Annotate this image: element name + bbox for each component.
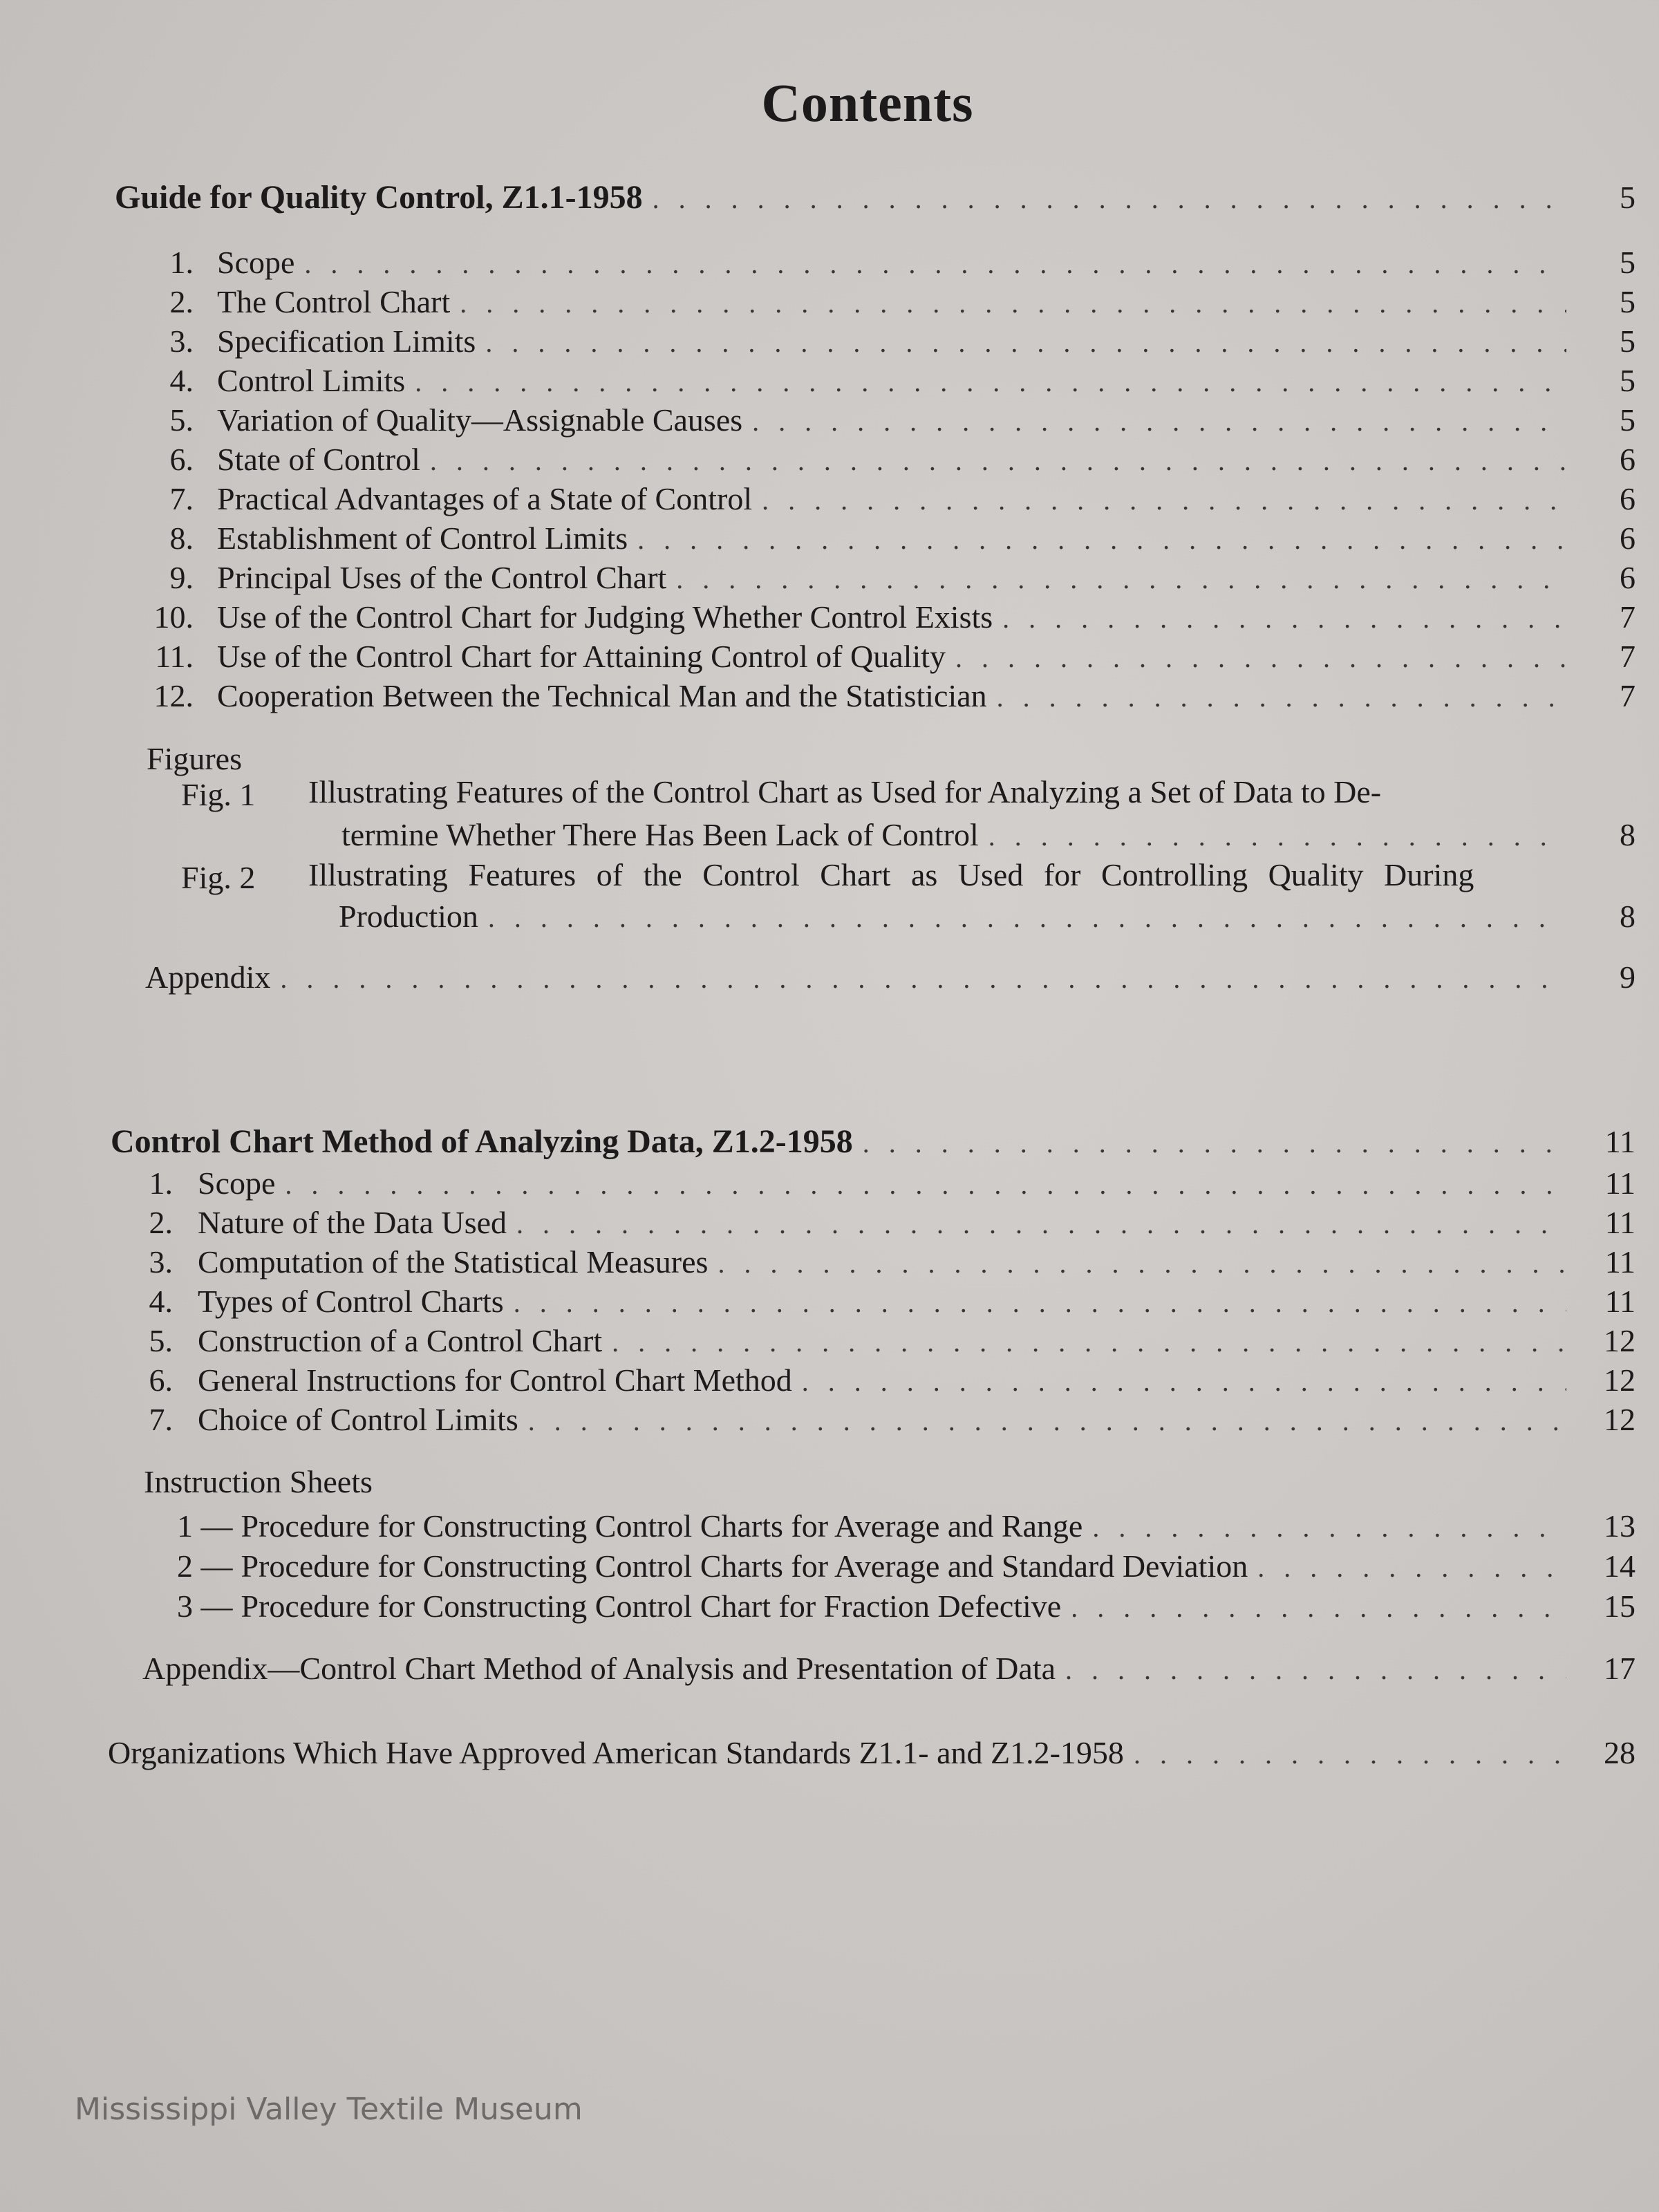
entry-number: 4. [169,363,194,398]
figures-heading: Figures [147,741,242,776]
dot-leader [676,560,1566,599]
dot-leader [304,245,1566,283]
page-number: 17 [1604,1651,1635,1686]
entry-number: 2. [169,284,194,319]
toc-entry [138,637,1635,677]
entry-label: Types of Control Charts [198,1284,504,1319]
part2-heading: Control Chart Method of Analyzing Data, Z1.2-1958 [111,1123,853,1160]
page-number: 11 [1604,1165,1635,1201]
toc-entry [138,598,1635,638]
entry-label: Use of the Control Chart for Judging Whether Control Exists [217,599,993,635]
toc-entry [138,519,1635,559]
toc-entry [142,1649,1635,1689]
part1-heading: Guide for Quality Control, Z1.1-1958 [115,179,643,216]
entry-number: 2. [149,1205,173,1240]
page-number: 6 [1620,560,1635,595]
page-number: 5 [1620,324,1635,359]
page-number: 28 [1604,1735,1635,1770]
entry-label: Principal Uses of the Control Chart [217,560,667,595]
dot-leader [997,678,1566,717]
toc-entry [138,362,1635,402]
dot-leader [485,324,1566,362]
entry-number: 3. [169,324,194,359]
toc-entry [138,283,1635,323]
entry-label: Specification Limits [217,324,476,359]
toc-entry [138,677,1635,717]
page-number: 7 [1620,678,1635,713]
entry-number: 3. [149,1244,173,1280]
dot-leader [653,180,1566,218]
toc-entry [138,1164,1635,1204]
toc-entry [138,243,1635,283]
page-number: 11 [1604,1124,1635,1159]
entry-number: 1. [149,1165,173,1201]
entry-label: Construction of a Control Chart [198,1323,603,1358]
entry-label: Establishment of Control Limits [217,521,628,556]
organizations-label: Organizations Which Have Approved American Standards Z1.1- and Z1.2-1958 [108,1735,1124,1770]
figure-caption-line2: Production [339,899,478,934]
entry-label: General Instructions for Control Chart Method [198,1362,792,1398]
toc-entry [138,480,1635,520]
dot-leader [988,817,1566,856]
dot-leader [1092,1508,1566,1547]
dot-leader [637,521,1566,559]
entry-number: 7. [149,1402,173,1437]
toc-entry [108,1734,1635,1774]
entry-label: The Control Chart [217,284,451,319]
dot-leader [1071,1588,1566,1627]
page-title: Contents [761,73,974,133]
page-number: 8 [1620,817,1635,852]
entry-label: State of Control [217,442,420,477]
page-number: 5 [1620,402,1635,438]
dot-leader [762,481,1566,520]
page-number: 12 [1604,1362,1635,1398]
entry-number: 10. [153,599,194,635]
entry-number: 7. [169,481,194,516]
page-number: 11 [1604,1205,1635,1240]
page-number: 5 [1620,363,1635,398]
page-number: 6 [1620,442,1635,477]
page-number: 7 [1620,599,1635,635]
toc-entry [177,1507,1635,1547]
entry-label: Practical Advantages of a State of Control [217,481,753,516]
figure-number: Fig. 1 [181,777,256,812]
sheet-label: Procedure for Constructing Control Charts for Average and Range [241,1508,1083,1544]
sheet-number: 2 — [177,1548,233,1584]
dot-leader [612,1323,1566,1362]
figure-caption-line2: termine Whether There Has Been Lack of Control [341,817,979,852]
entry-number: 6. [169,442,194,477]
page-number: 5 [1620,245,1635,280]
entry-number: 6. [149,1362,173,1398]
dot-leader [514,1284,1566,1322]
dot-leader [802,1362,1566,1401]
entry-label: Use of the Control Chart for Attaining Control of Quality [217,639,946,674]
toc-entry [138,1400,1635,1441]
figure-caption-line1: Illustrating Features of the Control Chart as Used for Controlling Quality During [308,857,1474,892]
toc-entry [145,958,1635,998]
sheet-label: Procedure for Constructing Control Charts for Average and Standard Deviation [241,1548,1248,1584]
toc-entry [177,1587,1635,1627]
dot-leader [1065,1651,1566,1689]
page-number: 7 [1620,639,1635,674]
appendix-label: Appendix—Control Chart Method of Analysis and Presentation of Data [142,1651,1056,1686]
toc-entry [339,897,1635,937]
entry-label: Variation of Quality—Assignable Causes [217,402,743,438]
toc-entry [138,1322,1635,1362]
page-number: 9 [1620,959,1635,995]
entry-label: Scope [198,1165,276,1201]
toc-entry [341,816,1635,856]
dot-leader [718,1244,1566,1283]
page-number: 12 [1604,1323,1635,1358]
dot-leader [863,1124,1566,1163]
entry-number: 11. [155,639,194,674]
entry-number: 8. [169,521,194,556]
entry-number: 9. [169,560,194,595]
appendix-label: Appendix [145,959,271,995]
toc-entry [138,559,1635,599]
part2-heading-row [111,1123,1635,1163]
dot-leader [285,1165,1566,1204]
entry-number: 5. [149,1323,173,1358]
page-number: 8 [1620,899,1635,934]
dot-leader [460,284,1566,323]
museum-watermark: Mississippi Valley Textile Museum [75,2092,583,2127]
toc-entry [138,1361,1635,1401]
page-number: 5 [1620,180,1635,215]
toc-entry [138,1243,1635,1283]
page-number: 13 [1604,1508,1635,1544]
dot-leader [488,899,1566,937]
entry-number: 12. [153,678,194,713]
toc-entry [138,440,1635,480]
entry-number: 5. [169,402,194,438]
dot-leader [528,1402,1566,1441]
dot-leader [280,959,1566,998]
toc-entry [138,401,1635,441]
page-number: 6 [1620,521,1635,556]
instruction-sheets-heading: Instruction Sheets [144,1464,373,1499]
toc-entry [138,1203,1635,1244]
dot-leader [1134,1735,1566,1774]
dot-leader [415,363,1566,402]
entry-label: Control Limits [217,363,406,398]
dot-leader [1002,599,1566,638]
figure-caption-line1: Illustrating Features of the Control Chart as Used for Analyzing a Set of Data to De- [308,774,1382,809]
entry-label: Computation of the Statistical Measures [198,1244,709,1280]
page-number: 15 [1604,1588,1635,1624]
page-number: 6 [1620,481,1635,516]
entry-label: Choice of Control Limits [198,1402,518,1437]
entry-label: Cooperation Between the Technical Man and the Statistician [217,678,987,713]
sheet-number: 1 — [177,1508,233,1544]
toc-entry [138,1282,1635,1322]
dot-leader [516,1205,1566,1244]
entry-label: Scope [217,245,295,280]
entry-label: Nature of the Data Used [198,1205,507,1240]
page-number: 14 [1604,1548,1635,1584]
sheet-label: Procedure for Constructing Control Chart for Fraction Defective [241,1588,1062,1624]
dot-leader [1257,1548,1566,1587]
sheet-number: 3 — [177,1588,233,1624]
entry-number: 4. [149,1284,173,1319]
page-number: 11 [1604,1244,1635,1280]
toc-entry [177,1547,1635,1587]
toc-entry [138,322,1635,362]
page-number: 12 [1604,1402,1635,1437]
dot-leader [430,442,1566,480]
page-number: 5 [1620,284,1635,319]
entry-number: 1. [169,245,194,280]
figure-number: Fig. 2 [181,860,256,895]
page-number: 11 [1604,1284,1635,1319]
dot-leader [955,639,1566,677]
part1-heading-row [115,178,1635,218]
dot-leader [752,402,1566,441]
